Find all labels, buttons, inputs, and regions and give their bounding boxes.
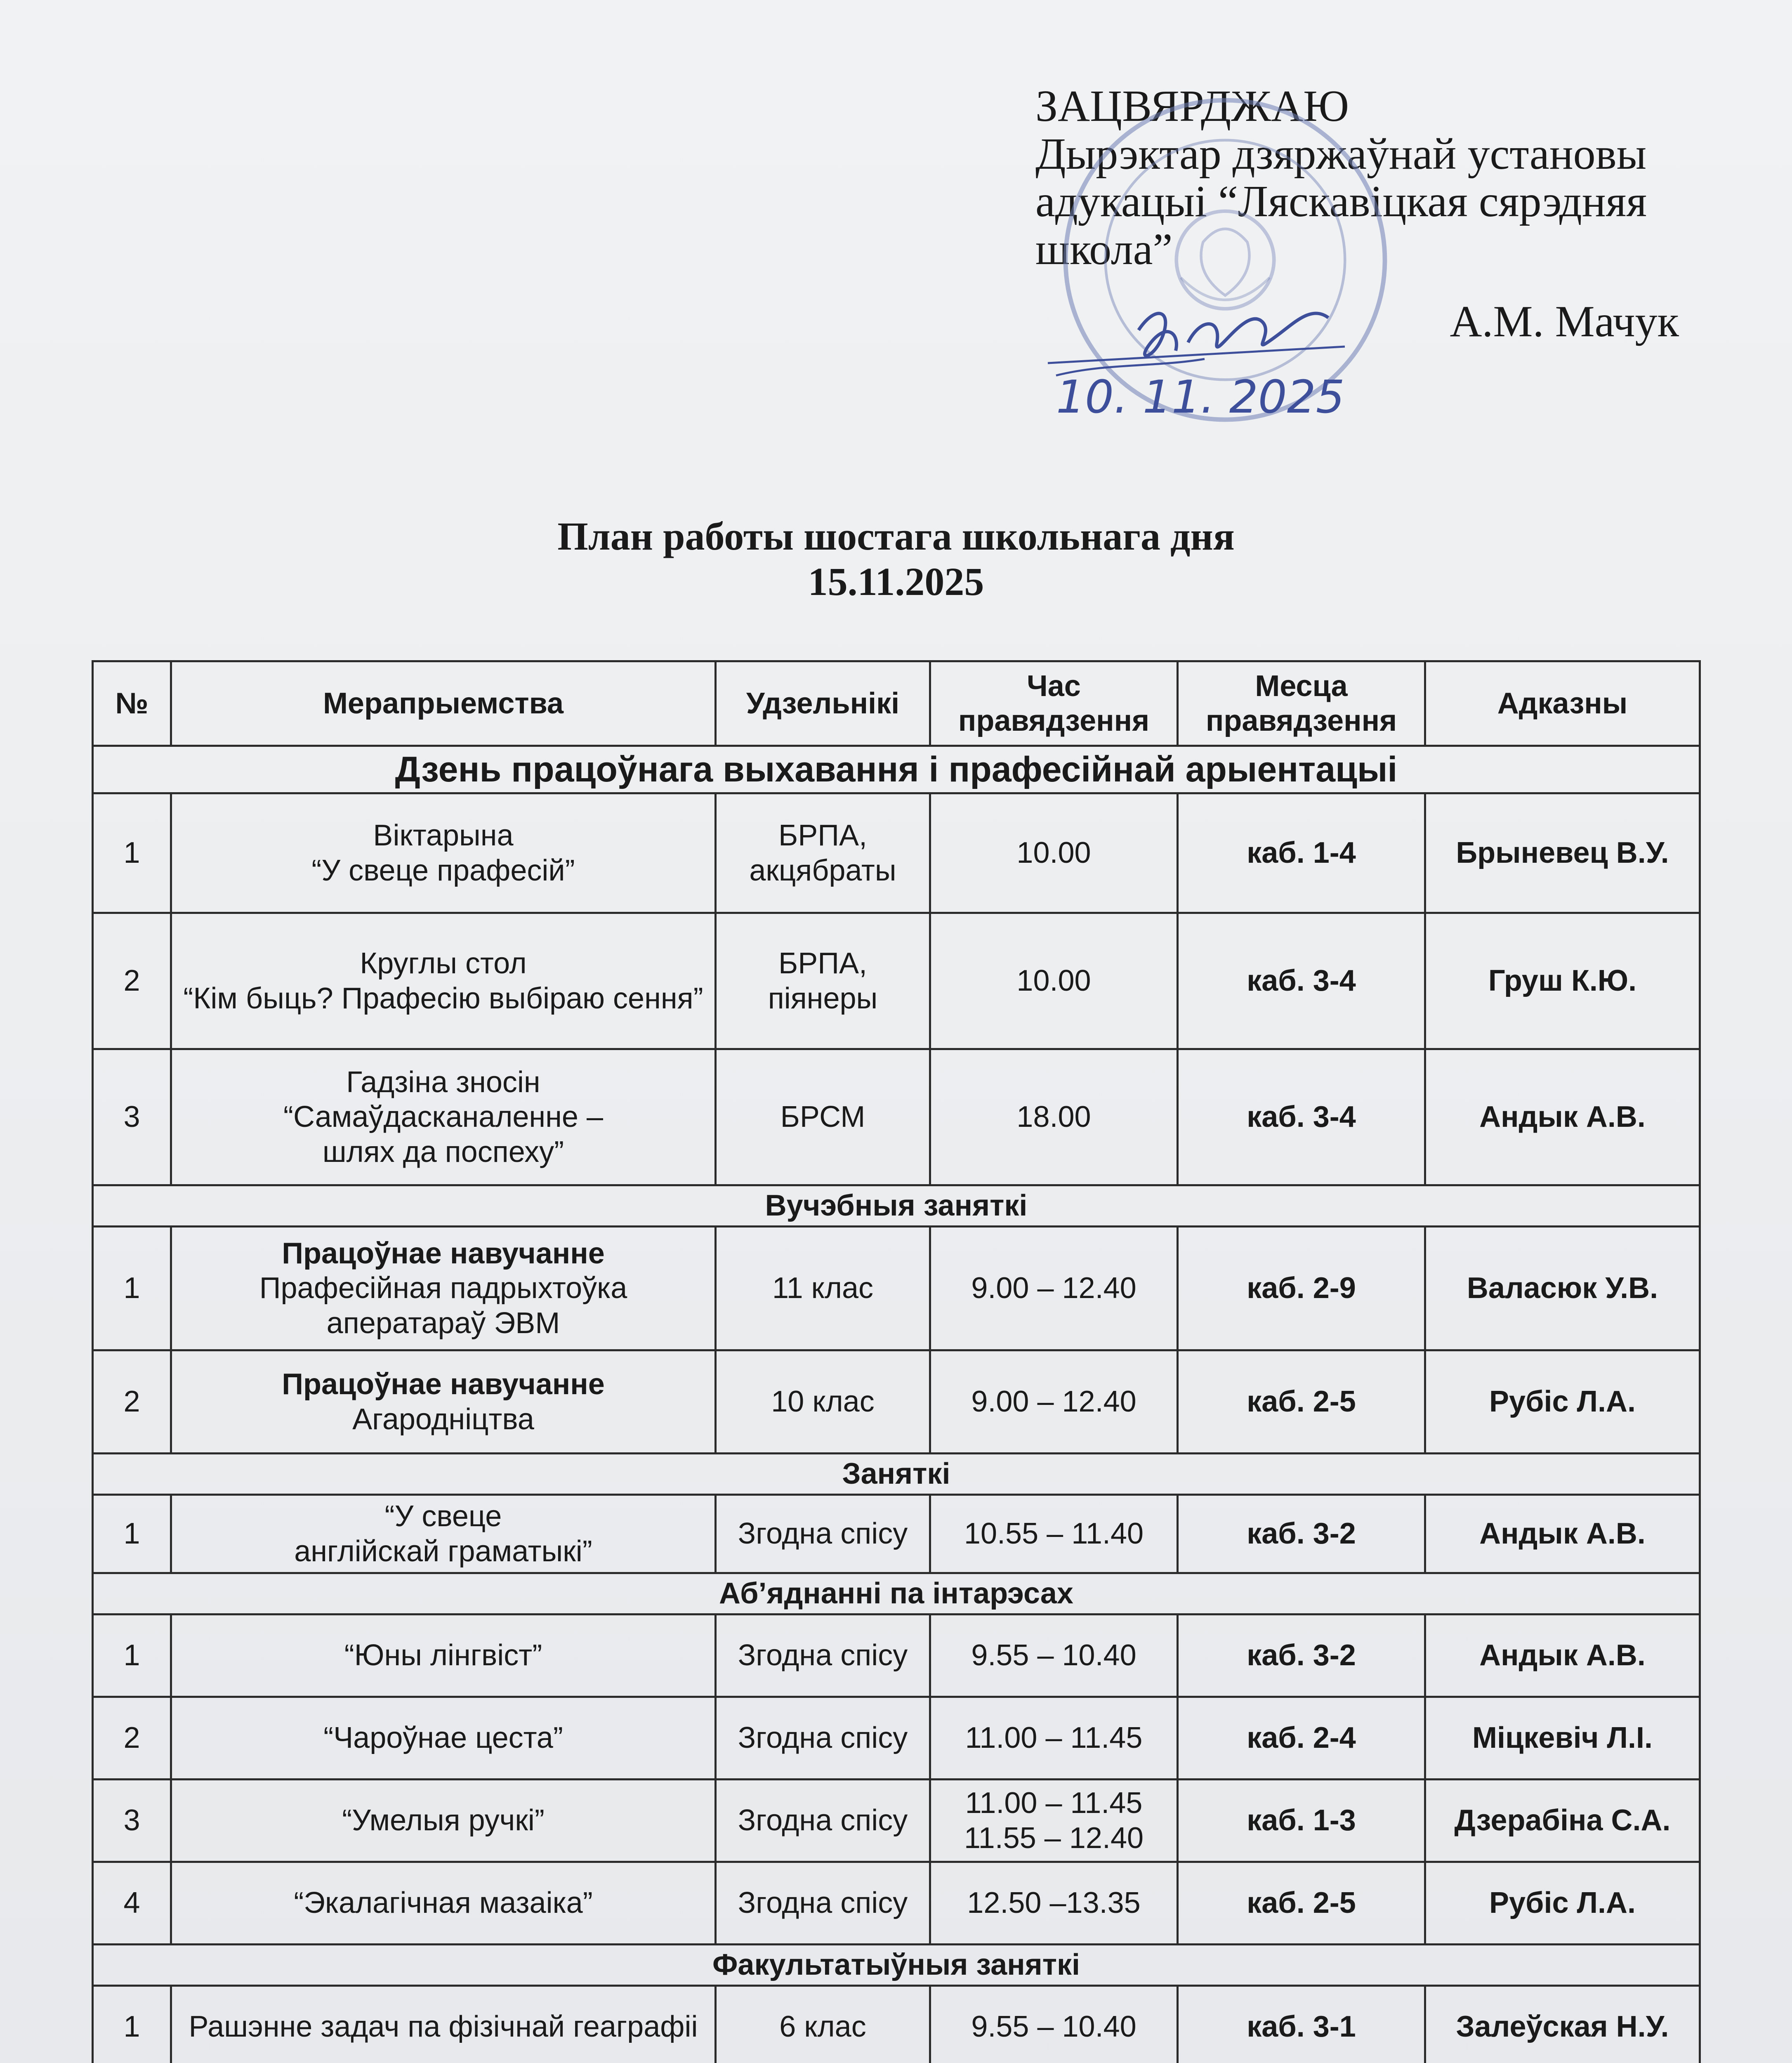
table-row	[93, 1697, 1700, 1780]
table-row	[93, 793, 1700, 913]
event-line: “Самаўдасканаленне –	[283, 1100, 604, 1134]
event-line: “Чароўнае цеста”	[323, 1721, 563, 1755]
cell-event	[171, 1615, 716, 1697]
cell-participants: Згодна спісу	[716, 1780, 930, 1862]
cell-event	[171, 1986, 716, 2063]
document-date: 15.11.2025	[808, 559, 984, 604]
section-title: Заняткі	[93, 1454, 1700, 1495]
event-line: шлях да поспеху”	[322, 1135, 564, 1168]
event-line: Рашэнне задач па фізічнай геаграфіі	[189, 2010, 698, 2044]
cell-time: 10.00	[930, 913, 1178, 1049]
cell-place: каб. 3-4	[1178, 913, 1425, 1049]
event-line: “У свеце	[384, 1500, 502, 1533]
section-title: Факультатыўныя заняткі	[93, 1945, 1700, 1986]
cell-participants: 10 клас	[716, 1350, 930, 1454]
approval-heading: ЗАЦВЯРДЖАЮ	[1035, 82, 1349, 131]
header-time: Час правядзення	[930, 661, 1178, 746]
cell-event	[171, 913, 716, 1049]
cell-event	[171, 1780, 716, 1862]
table-body	[93, 746, 1700, 2063]
section-row	[93, 746, 1700, 793]
event-line: “У свеце прафесій”	[311, 854, 575, 887]
cell-time: 10.00	[930, 793, 1178, 913]
event-line: “Кім быць? Прафесію выбіраю сення”	[183, 982, 703, 1015]
event-line: англійскай граматыкі”	[294, 1534, 592, 1568]
cell-event	[171, 1862, 716, 1945]
cell-participants: БРСМ	[716, 1049, 930, 1185]
cell-place: каб. 3-2	[1178, 1495, 1425, 1573]
table-row	[93, 1862, 1700, 1945]
cell-place: каб. 3-4	[1178, 1049, 1425, 1185]
section-row	[93, 1945, 1700, 1986]
cell-time: 11.00 – 11.45 11.55 – 12.40	[930, 1780, 1178, 1862]
cell-responsible: Валасюк У.В.	[1425, 1227, 1700, 1350]
table-header-row	[93, 661, 1700, 746]
event-category: Працоўнае навучанне	[282, 1237, 605, 1270]
document-title: План работы шостага школьнага дня	[557, 514, 1235, 558]
cell-event	[171, 1227, 716, 1350]
header-event: Мерапрыемства	[171, 661, 716, 746]
section-title: Вучэбныя заняткі	[93, 1185, 1700, 1227]
cell-place: каб. 1-3	[1178, 1780, 1425, 1862]
cell-participants: 6 клас	[716, 1986, 930, 2063]
cell-place: каб. 2-9	[1178, 1227, 1425, 1350]
cell-time: 18.00	[930, 1049, 1178, 1185]
cell-responsible: Рубіс Л.А.	[1425, 1862, 1700, 1945]
cell-participants: Згодна спісу	[716, 1615, 930, 1697]
event-category: Працоўнае навучанне	[282, 1368, 605, 1401]
cell-responsible: Андык А.В.	[1425, 1615, 1700, 1697]
section-row	[93, 1573, 1700, 1615]
approval-line-3: школа”	[1035, 224, 1173, 274]
header-place: Месца правядзення	[1178, 661, 1425, 746]
approval-line-1: Дырэктар дзяржаўнай установы	[1035, 129, 1647, 179]
event-line: Гадзіна зносін	[346, 1066, 540, 1099]
cell-number: 3	[93, 1049, 171, 1185]
table-row	[93, 1350, 1700, 1454]
table-row	[93, 1986, 1700, 2063]
cell-event	[171, 1495, 716, 1573]
handwritten-signature	[1031, 281, 1403, 429]
event-line: “Умелыя ручкі”	[342, 1804, 545, 1837]
event-line: Круглы стол	[360, 947, 527, 980]
cell-time: 11.00 – 11.45	[930, 1697, 1178, 1780]
cell-number: 1	[93, 793, 171, 913]
cell-responsible: Брыневец В.У.	[1425, 793, 1700, 913]
cell-event	[171, 1350, 716, 1454]
cell-number: 3	[93, 1780, 171, 1862]
plan-table	[92, 660, 1701, 2063]
cell-event	[171, 1049, 716, 1185]
header-responsible: Адказны	[1425, 661, 1700, 746]
cell-place: каб. 1-4	[1178, 793, 1425, 913]
cell-participants: 11 клас	[716, 1227, 930, 1350]
cell-place: каб. 3-2	[1178, 1615, 1425, 1697]
cell-time: 9.00 – 12.40	[930, 1227, 1178, 1350]
table-row	[93, 1780, 1700, 1862]
event-line: Прафесійная падрыхтоўка аператараў ЭВМ	[259, 1272, 627, 1340]
cell-participants: БРПА, акцябраты	[716, 793, 930, 913]
header-number: №	[93, 661, 171, 746]
header-participants: Удзельнікі	[716, 661, 930, 746]
handwritten-date: 10. 11. 2025	[1056, 371, 1345, 423]
approval-line-2: адукацыі “Ляскавіцкая сярэдняя	[1035, 177, 1647, 227]
table-row	[93, 1615, 1700, 1697]
cell-responsible: Андык А.В.	[1425, 1495, 1700, 1573]
cell-time: 9.55 – 10.40	[930, 1986, 1178, 2063]
cell-responsible: Міцкевіч Л.І.	[1425, 1697, 1700, 1780]
cell-place: каб. 2-5	[1178, 1862, 1425, 1945]
cell-place: каб. 2-4	[1178, 1697, 1425, 1780]
cell-number: 1	[93, 1227, 171, 1350]
section-title: Дзень працоўнага выхавання і прафесійнай арыентацыі	[93, 746, 1700, 793]
cell-responsible: Залеўская Н.У.	[1425, 1986, 1700, 2063]
cell-participants: БРПА, піянеры	[716, 913, 930, 1049]
cell-participants: Згодна спісу	[716, 1862, 930, 1945]
section-title: Аб’яднанні па інтарэсах	[93, 1573, 1700, 1615]
section-row	[93, 1454, 1700, 1495]
cell-time: 9.55 – 10.40	[930, 1615, 1178, 1697]
table-row	[93, 1049, 1700, 1185]
event-line: Агародніцтва	[352, 1402, 534, 1436]
cell-event	[171, 1697, 716, 1780]
cell-responsible: Груш К.Ю.	[1425, 913, 1700, 1049]
section-row	[93, 1185, 1700, 1227]
cell-time: 12.50 –13.35	[930, 1862, 1178, 1945]
event-line: Віктарына	[373, 819, 514, 852]
table-row	[93, 913, 1700, 1049]
cell-number: 1	[93, 1986, 171, 2063]
cell-place: каб. 3-1	[1178, 1986, 1425, 2063]
cell-number: 1	[93, 1495, 171, 1573]
table-row	[93, 1495, 1700, 1573]
cell-place: каб. 2-5	[1178, 1350, 1425, 1454]
cell-participants: Згодна спісу	[716, 1697, 930, 1780]
event-line: “Экалагічная мазаіка”	[294, 1886, 593, 1920]
cell-time: 10.55 – 11.40	[930, 1495, 1178, 1573]
cell-number: 2	[93, 1697, 171, 1780]
cell-responsible: Андык А.В.	[1425, 1049, 1700, 1185]
cell-number: 2	[93, 1350, 171, 1454]
cell-responsible: Дзерабіна С.А.	[1425, 1780, 1700, 1862]
cell-time: 9.00 – 12.40	[930, 1350, 1178, 1454]
approval-signer: А.М. Мачук	[1450, 297, 1679, 347]
table-row	[93, 1227, 1700, 1350]
document-title-block	[0, 514, 1792, 605]
cell-participants: Згодна спісу	[716, 1495, 930, 1573]
cell-number: 1	[93, 1615, 171, 1697]
cell-number: 2	[93, 913, 171, 1049]
cell-number: 4	[93, 1862, 171, 1945]
cell-event	[171, 793, 716, 913]
event-line: “Юны лінгвіст”	[344, 1639, 542, 1672]
cell-responsible: Рубіс Л.А.	[1425, 1350, 1700, 1454]
